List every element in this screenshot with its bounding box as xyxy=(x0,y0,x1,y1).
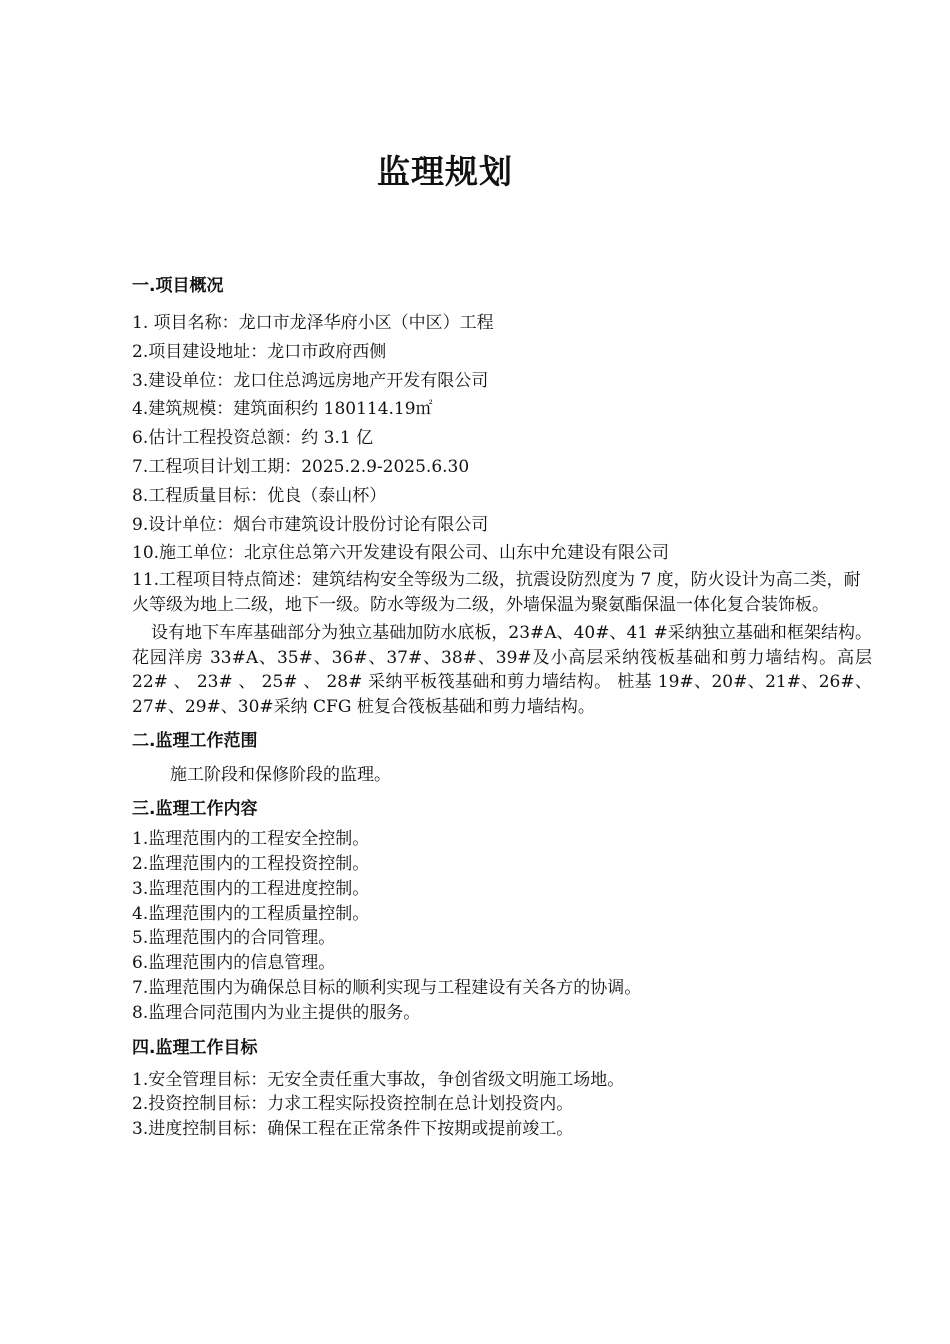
section-heading-scope: 二.监理工作范围 xyxy=(132,731,258,752)
investment-total-line: 6.估计工程投资总额：约 3.1 亿 xyxy=(132,428,374,449)
content-item: 3.监理范围内的工程进度控制。 xyxy=(132,878,370,899)
content-item: 5.监理范围内的合同管理。 xyxy=(132,928,336,949)
foundation-paragraph: 设有地下车库基础部分为独立基础加防水底板，23#A、40#、41 #采纳独立基础和框架结构。花园洋房 33#A、35#、36#、37#、38#、39#及小高层采纳筏板基础和剪力墙结构。高层 22# 、 23# 、 25# 、 28# 采纳平板筏基础和剪力墙结构。 桩基 19#、20#、21#、26#、27#、29#、30#采纳 CFG 桩复合筏板基础和剪力墙结构。 xyxy=(132,623,872,717)
content-item: 7.监理范围内为确保总目标的顺利实现与工程建设有关各方的协调。 xyxy=(132,977,642,998)
project-name-line: 1. 项目名称：龙口市龙泽华府小区（中区）工程 xyxy=(132,313,494,333)
section-heading-content: 三.监理工作内容 xyxy=(132,799,258,820)
section-heading-goals: 四.监理工作目标 xyxy=(132,1037,258,1058)
content-item: 2.监理范围内的工程投资控制。 xyxy=(132,853,370,874)
content-item: 1.监理范围内的工程安全控制。 xyxy=(132,829,370,850)
section-heading-project-overview: 一.项目概况 xyxy=(132,276,224,296)
building-scale-line: 4.建筑规模：建筑面积约 180114.19㎡ xyxy=(132,399,433,420)
content-item: 8.监理合同范围内为业主提供的服务。 xyxy=(132,1002,421,1023)
scope-text: 施工阶段和保修阶段的监理。 xyxy=(170,765,391,786)
page-title: 监理规划 xyxy=(377,152,513,191)
content-item: 4.监理范围内的工程质量控制。 xyxy=(132,903,370,924)
goal-item: 3.进度控制目标：确保工程在正常条件下按期或提前竣工。 xyxy=(132,1119,574,1140)
project-address-line: 2.项目建设地址：龙口市政府西侧 xyxy=(132,341,387,362)
schedule-line: 7.工程项目计划工期：2025.2.9-2025.6.30 xyxy=(132,456,470,477)
design-unit-line: 9.设计单位：烟台市建筑设计股份讨论有限公司 xyxy=(132,514,489,535)
document-body xyxy=(132,272,872,1142)
construction-unit-line: 3.建设单位：龙口住总鸿远房地产开发有限公司 xyxy=(132,370,489,391)
goal-item: 1.安全管理目标：无安全责任重大事故，争创省级文明施工场地。 xyxy=(132,1069,625,1090)
contractor-line: 10.施工单位：北京住总第六开发建设有限公司、山东中允建设有限公司 xyxy=(132,543,670,564)
goal-item: 2.投资控制目标：力求工程实际投资控制在总计划投资内。 xyxy=(132,1094,574,1115)
quality-target-line: 8.工程质量目标：优良（泰山杯） xyxy=(132,485,387,506)
project-features-paragraph: 11.工程项目特点简述：建筑结构安全等级为二级，抗震设防烈度为 7 度，防火设计为高二类，耐火等级为地上二级，地下一级。防水等级为二级，外墙保温为聚氨酯保温一体化复合装饰板。 xyxy=(132,570,861,615)
content-item: 6.监理范围内的信息管理。 xyxy=(132,953,336,974)
